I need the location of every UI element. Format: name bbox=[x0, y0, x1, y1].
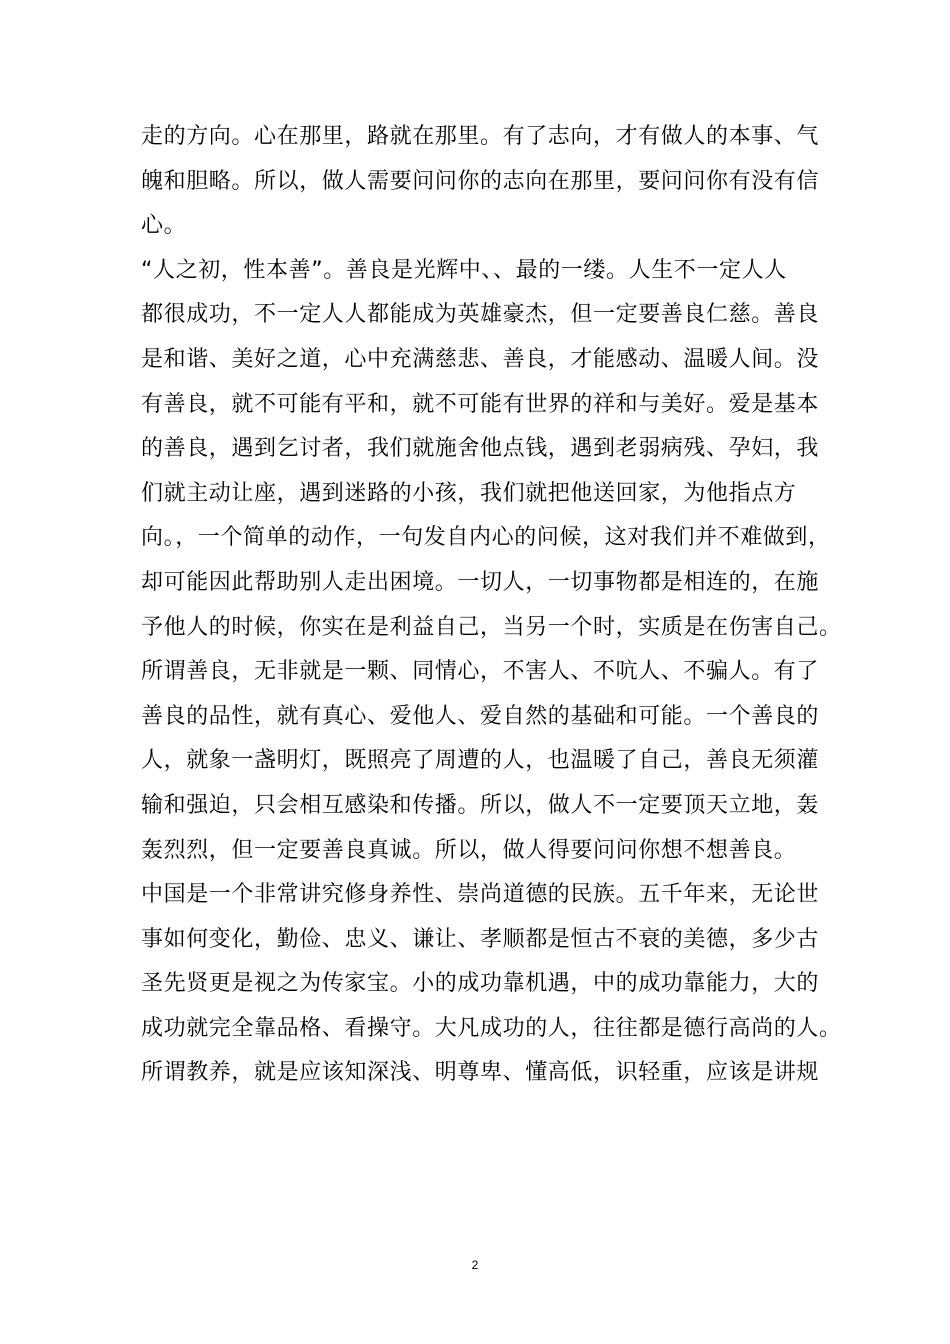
text-line: 却可能因此帮助别人走出困境。一切人，一切事物都是相连的，在施 bbox=[141, 569, 820, 595]
text-line: 们就主动让座，遇到迷路的小孩，我们就把他送回家，为他指点方 bbox=[141, 480, 797, 506]
text-line: 事如何变化，勤俭、忠义、谦让、孝顺都是恒古不衰的美德，多少古 bbox=[141, 926, 820, 952]
text-line: 成功就完全靠品格、看操守。大凡成功的人，往往都是德行高尚的人。 bbox=[141, 1015, 842, 1041]
text-line: “人之初，性本善”。善良是光辉中、、最的一缕。人生不一定人人 bbox=[141, 257, 787, 283]
text-line: 轰烈烈，但一定要善良真诚。所以，做人得要问问你想不想善良。 bbox=[141, 837, 797, 863]
text-line: 予他人的时候，你实在是利益自己，当另一个时，实质是在伤害自己。 bbox=[141, 614, 842, 640]
body-text bbox=[141, 115, 842, 1096]
text-line: 心。 bbox=[141, 213, 187, 239]
text-line: 走的方向。心在那里，路就在那里。有了志向，才有做人的本事、气 bbox=[141, 124, 820, 149]
text-line: 有善良，就不可能有平和，就不可能有世界的祥和与美好。爱是基本 bbox=[141, 391, 820, 417]
text-line: 输和强迫，只会相互感染和传播。所以，做人不一定要顶天立地，轰 bbox=[141, 792, 820, 818]
text-line: 的善良，遇到乞讨者，我们就施舍他点钱，遇到老弱病残、孕妇，我 bbox=[141, 436, 820, 462]
text-line: 所谓善良，无非就是一颗、同情心，不害人、不吭人、不骗人。有了 bbox=[141, 659, 820, 685]
text-line: 向。，一个简单的动作，一句发自内心的问候，这对我们并不难做到， bbox=[141, 525, 831, 551]
text-line: 人，就象一盏明灯，既照亮了周遭的人，也温暖了自己，善良无须灌 bbox=[141, 748, 820, 774]
text-line: 圣先贤更是视之为传家宝。小的成功靠机遇，中的成功靠能力，大的 bbox=[141, 971, 820, 997]
text-line: 中国是一个非常讲究修身养性、崇尚道德的民族。五千年来，无论世 bbox=[141, 882, 820, 908]
text-line: 所谓教养，就是应该知深浅、明尊卑、懂高低，识轻重，应该是讲规 bbox=[141, 1060, 820, 1086]
text-line: 善良的品性，就有真心、爱他人、爱自然的基础和可能。一个善良的 bbox=[141, 703, 820, 729]
page-number: 2 bbox=[471, 1258, 479, 1272]
text-line: 都很成功，不一定人人都能成为英雄豪杰，但一定要善良仁慈。善良 bbox=[141, 302, 820, 328]
text-line: 是和谐、美好之道，心中充满慈悲、善良，才能感动、温暖人间。没 bbox=[141, 346, 820, 372]
text-line: 魄和胆略。所以，做人需要问问你的志向在那里，要问问你有没有信 bbox=[141, 168, 820, 194]
